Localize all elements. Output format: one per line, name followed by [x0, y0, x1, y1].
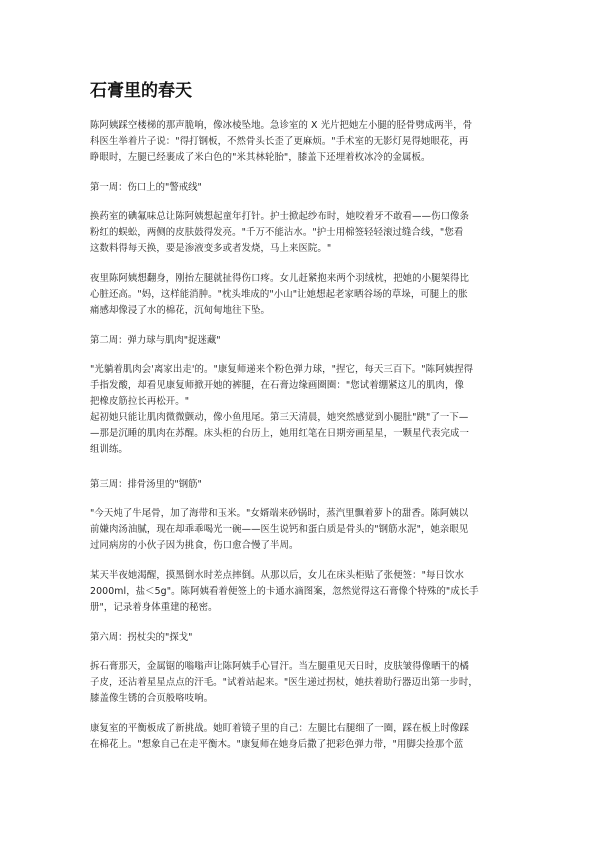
- text-line: 夜里陈阿姨想翻身，刚抬左腿就扯得伤口疼。女儿赶紧抱来两个羽绒枕，把她的小腿架得比: [90, 273, 470, 284]
- text-line: 心脏还高。"妈，这样能消肿。"枕头堆成的"小山"让她想起老家晒谷场的草垛，可腿上的胀: [90, 289, 468, 300]
- text-line: 过同病房的小伙子因为挑食，伤口愈合慢了半周。: [90, 540, 299, 551]
- text-line: 册"，记录着身体重建的秘密。: [90, 602, 218, 613]
- section-heading-week6: 第六周：拐杖尖的"探戈": [90, 632, 193, 643]
- section-heading-week1: 第一周：伤口上的"警戒线": [90, 182, 202, 193]
- paragraph-week6-a: [90, 659, 506, 707]
- section-heading-week2: 第二周：弹力球与肌肉"捉迷藏": [90, 335, 221, 346]
- text-line: 粉红的蜈蚣，两侧的皮肤鼓得发亮。"千万不能沾水。"护士用棉签轻轻滚过缝合线，"您看: [90, 227, 464, 238]
- text-line: 陈阿姨踩空楼梯的那声脆响，像冰棱坠地。急诊室的 X 光片把她左小腿的胫骨劈成两半，骨: [90, 120, 473, 131]
- paragraph-intro: [90, 118, 506, 166]
- text-line: 膝盖像生锈的合页般咯吱响。: [90, 693, 214, 704]
- text-line: 起初她只能让肌肉微微颤动，像小鱼甩尾。第三天清晨，她突然感觉到小腿肚"跳"了一下—: [90, 412, 469, 423]
- text-line: 手指发酸，却看见康复师掀开她的裤腿，在石膏边缘画圈圈："您试着绷紧这儿的肌肉，像: [90, 380, 464, 391]
- text-line: 某天半夜她渴醒，摸黑倒水时差点摔倒。从那以后，女儿在床头柜贴了张便签："每日饮水: [90, 570, 464, 581]
- paragraph-week2: [90, 362, 506, 458]
- text-line: 把橡皮筋拉长再松开。": [90, 396, 190, 407]
- paragraph-week3-b: [90, 568, 506, 616]
- text-line: "光躺着肌肉会'离家出走'的。"康复师递来个粉色弹力球，"捏它，每天三百下。"陈阿姨捏得: [90, 364, 474, 375]
- text-line: "今天炖了牛尾骨，加了海带和玉米。"女婿端来砂锅时，蒸汽里飘着萝卜的甜香。陈阿姨以: [90, 508, 469, 519]
- text-line: 康复室的平衡板成了新挑战。她盯着镜子里的自己：左腿比右腿细了一圈，踩在板上时像踩: [90, 723, 470, 734]
- text-line: 组训练。: [90, 444, 128, 455]
- text-line: 这数料得每天换，要是渗液变多或者发烧，马上来医院。": [90, 243, 332, 254]
- section-heading-week3: 第三周：排骨汤里的"钢筋": [90, 479, 202, 490]
- document-title: 石膏里的春天: [90, 81, 192, 101]
- text-line: 睁眼时，左腿已经裹成了米白色的"米其林轮胎"，膝盖下还埋着枚冰冷的金属板。: [90, 152, 431, 163]
- text-line: 子皮，还沾着星星点点的汗毛。"试着站起来。"医生递过拐杖，她扶着助行器迈出第一步时，: [90, 677, 478, 688]
- paragraph-week3-a: [90, 506, 506, 554]
- paragraph-week1-b: [90, 271, 506, 319]
- text-line: 科医生举着片子说："得打钢板，不然骨头长歪了更麻烦。"手术室的无影灯晃得她眼花，再: [90, 136, 469, 147]
- paragraph-week1-a: [90, 209, 506, 257]
- text-line: 在棉花上。"想象自己在走平衡木。"康复师在她身后撒了把彩色弹力带，"用脚尖捡那个蓝: [90, 739, 464, 750]
- text-line: 换药室的碘氟味总让陈阿姨想起童年打针。护士掀起纱布时，她咬着牙不敢看——伤口像条: [90, 211, 470, 222]
- text-line: 2000ml，盐＜5g"。陈阿姨看着便签上的卡通水滴图案，忽然觉得这石膏像个特殊的"成长手: [90, 586, 479, 597]
- text-line: 前嫌肉汤油腻，现在却乖乖喝光一碗——医生说钙和蛋白质是骨头的"钢筋水泥"，她亲眼见: [90, 524, 469, 535]
- text-line: 痛感却像浸了水的棉花，沉甸甸地往下坠。: [90, 305, 271, 316]
- text-line: 拆石膏那天，金属锯的嗡嗡声让陈阿姨手心冒汗。当左腿重见天日时，皮肤皱得像晒干的橘: [90, 661, 470, 672]
- text-line: —那是沉睡的肌肉在苏醒。床头柜的台历上，她用红笔在日期旁画星星，一颗星代表完成一: [90, 428, 470, 439]
- paragraph-week6-b: [90, 721, 506, 753]
